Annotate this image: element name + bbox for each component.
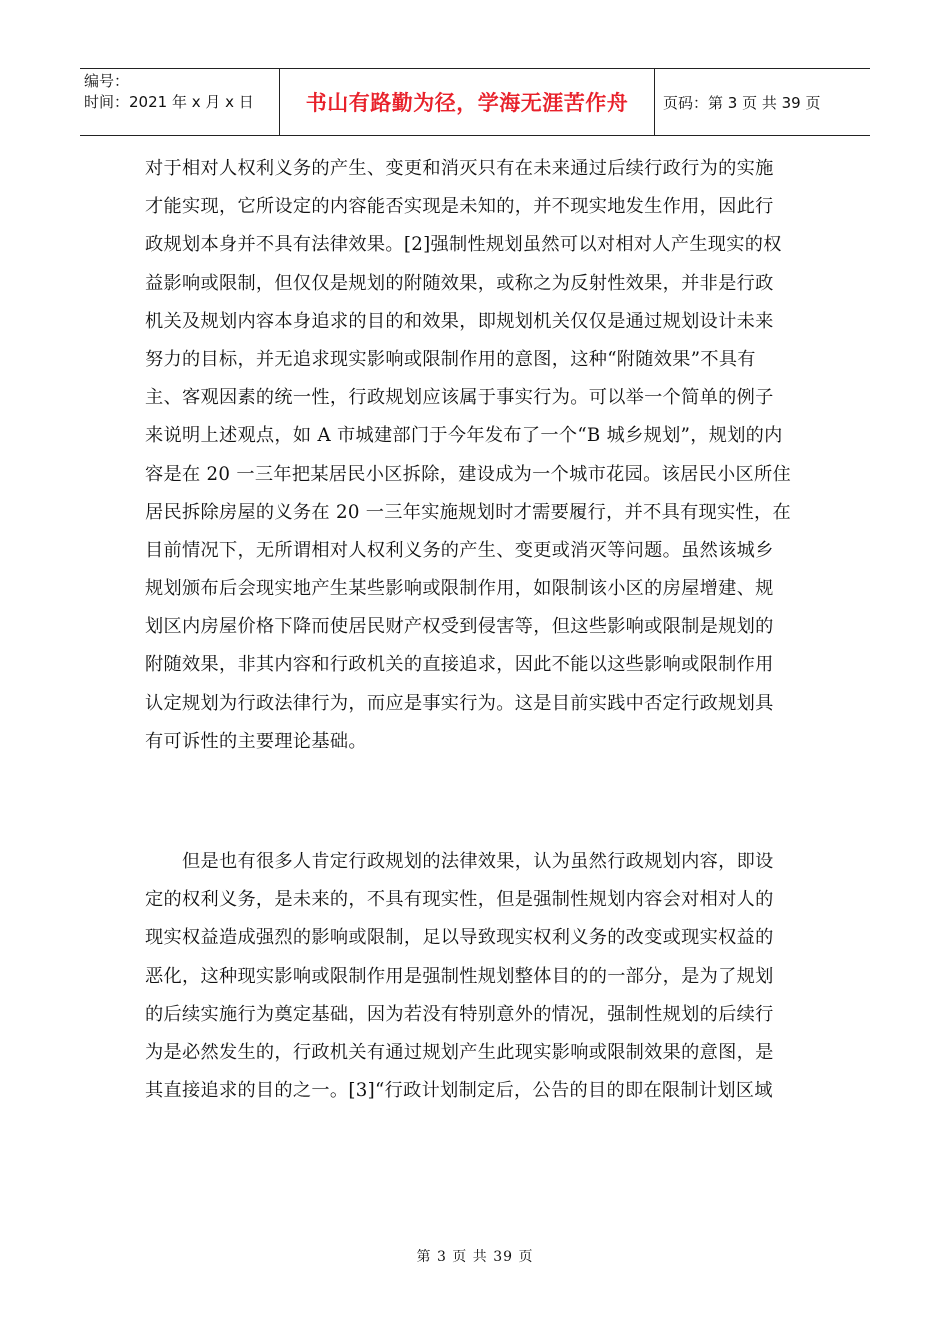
text-line: 政规划本身并不具有法律效果。[2]强制性规划虽然可以对相对人产生现实的权 [145, 234, 782, 256]
paragraph-1 [145, 150, 810, 761]
text-line: 才能实现，它所设定的内容能否实现是未知的，并不现实地发生作用，因此行 [145, 196, 774, 218]
text-line: 恶化，这种现实影响或限制作用是强制性规划整体目的的一部分，是为了规划 [145, 965, 774, 987]
number-label: 编号： [84, 72, 130, 90]
paragraph-2 [145, 843, 810, 1110]
text-line: 的后续实施行为奠定基础，因为若没有特别意外的情况，强制性规划的后续行 [145, 1003, 774, 1025]
header-page-info: 页码：第 3 页 共 39 页 [663, 93, 821, 112]
text-line: 努力的目标，并无追求现实影响或限制作用的意图，这种“附随效果”不具有 [145, 348, 756, 370]
text-line: 但是也有很多人肯定行政规划的法律效果，认为虽然行政规划内容，即设 [182, 851, 774, 872]
text-line: 主、客观因素的统一性，行政规划应该属于事实行为。可以举一个简单的例子 [145, 387, 774, 409]
text-line: 其直接追求的目的之一。[3]“行政计划制定后，公告的目的即在限制计划区域 [145, 1080, 773, 1102]
text-line: 现实权益造成强烈的影响或限制，足以导致现实权利义务的改变或现实权益的 [145, 927, 774, 949]
text-line: 益影响或限制，但仅仅是规划的附随效果，或称之为反射性效果，并非是行政 [145, 272, 774, 294]
text-line: 目前情况下，无所谓相对人权利义务的产生、变更或消灭等问题。虽然该城乡 [145, 539, 774, 561]
document-body [145, 150, 810, 1110]
text-line: 有可诉性的主要理论基础。 [145, 730, 367, 752]
date-label: 时间：2021 年 x 月 x 日 [84, 93, 254, 111]
text-line: 认定规划为行政法律行为，而应是事实行为。这是目前实践中否定行政规划具 [145, 692, 774, 714]
text-line: 划区内房屋价格下降而使居民财产权受到侵害等，但这些影响或限制是规划的 [145, 616, 774, 638]
header-motto: 书山有路勤为径，学海无涯苦作舟 [280, 69, 655, 135]
text-line: 居民拆除房屋的义务在 20 一三年实施规划时才需要履行，并不具有现实性，在 [145, 501, 791, 523]
text-line: 为是必然发生的，行政机关有通过规划产生此现实影响或限制效果的意图，是 [145, 1041, 774, 1063]
page-header [80, 68, 870, 136]
text-line: 定的权利义务，是未来的，不具有现实性，但是强制性规划内容会对相对人的 [145, 889, 774, 911]
header-meta [80, 69, 280, 135]
text-line: 对于相对人权利义务的产生、变更和消灭只有在未来通过后续行政行为的实施 [145, 158, 774, 179]
text-line: 附随效果，非其内容和行政机关的直接追求，因此不能以这些影响或限制作用 [145, 654, 774, 676]
text-line: 规划颁布后会现实地产生某些影响或限制作用，如限制该小区的房屋增建、规 [145, 578, 774, 600]
text-line: 容是在 20 一三年把某居民小区拆除，建设成为一个城市花园。该居民小区所住 [145, 463, 791, 485]
text-line: 来说明上述观点，如 A 市城建部门于今年发布了一个“B 城乡规划”，规划的内 [145, 425, 783, 447]
text-line: 机关及规划内容本身追求的目的和效果，即规划机关仅仅是通过规划设计未来 [145, 310, 774, 332]
page-footer: 第 3 页 共 39 页 [416, 1249, 534, 1265]
paragraph-gap [145, 761, 810, 843]
